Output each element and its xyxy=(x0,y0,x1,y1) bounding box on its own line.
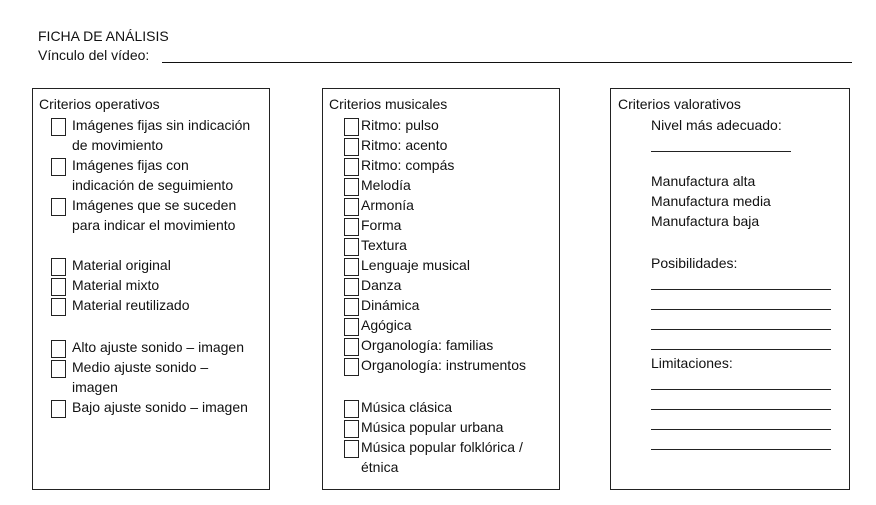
option-label: Imágenes que se suceden xyxy=(72,197,237,213)
manufactura-option: Manufactura alta xyxy=(651,173,756,189)
checkbox-imagenes-fijas-sin-indicacion[interactable] xyxy=(51,118,66,136)
option-label: Imágenes fijas con xyxy=(72,157,189,173)
limitaciones-line[interactable] xyxy=(651,449,831,450)
limitaciones-line[interactable] xyxy=(651,389,831,390)
option-label: Ritmo: compás xyxy=(361,157,455,173)
posibilidades-line[interactable] xyxy=(651,309,831,310)
checkbox-ritmo-pulso[interactable] xyxy=(344,118,359,136)
checkbox-material-original[interactable] xyxy=(51,258,66,276)
option-label: Textura xyxy=(361,237,407,253)
option-label: Dinámica xyxy=(361,297,420,313)
option-label: Melodía xyxy=(361,177,411,193)
option-label: Ritmo: acento xyxy=(361,137,448,153)
option-label: Organología: instrumentos xyxy=(361,357,526,373)
checkbox-imagenes-fijas-con-indicacion[interactable] xyxy=(51,158,66,176)
option-label: Medio ajuste sonido – xyxy=(72,359,209,375)
nivel-label: Nivel más adecuado: xyxy=(651,117,782,133)
checkbox-imagenes-que-se-suceden[interactable] xyxy=(51,198,66,216)
option-label: Danza xyxy=(361,277,402,293)
checkbox-alto-ajuste[interactable] xyxy=(51,340,66,358)
checkbox-lenguaje-musical[interactable] xyxy=(344,258,359,276)
checkbox-material-mixto[interactable] xyxy=(51,278,66,296)
option-label: Música clásica xyxy=(361,399,453,415)
option-label: Agógica xyxy=(361,317,412,333)
checkbox-organologia-instrumentos[interactable] xyxy=(344,358,359,376)
option-label: Organología: familias xyxy=(361,337,494,353)
option-label: Bajo ajuste sonido – imagen xyxy=(72,399,248,415)
option-label: Ritmo: pulso xyxy=(361,117,439,133)
criterios-operativos-heading: Criterios operativos xyxy=(39,96,160,112)
manufactura-option: Manufactura media xyxy=(651,193,771,209)
form-title: FICHA DE ANÁLISIS xyxy=(38,28,169,44)
checkbox-musica-popular-urbana[interactable] xyxy=(344,420,359,438)
option-label: Armonía xyxy=(361,197,414,213)
option-label: Material mixto xyxy=(72,277,160,293)
checkbox-musica-popular-folklorica[interactable] xyxy=(344,440,359,458)
option-label: Alto ajuste sonido – imagen xyxy=(72,339,244,355)
checkbox-ritmo-compas[interactable] xyxy=(344,158,359,176)
limitaciones-label: Limitaciones: xyxy=(651,355,733,371)
option-label: Lenguaje musical xyxy=(361,257,470,273)
posibilidades-line[interactable] xyxy=(651,329,831,330)
option-label: imagen xyxy=(72,379,118,395)
option-label: Música popular folklórica / xyxy=(361,439,523,455)
option-label: para indicar el movimiento xyxy=(72,217,236,233)
nivel-answer-line[interactable] xyxy=(651,151,791,152)
option-label: Imágenes fijas sin indicación xyxy=(72,117,251,133)
checkbox-agogica[interactable] xyxy=(344,318,359,336)
checkbox-organologia-familias[interactable] xyxy=(344,338,359,356)
video-link-label: Vínculo del vídeo: xyxy=(38,47,150,63)
checkbox-dinamica[interactable] xyxy=(344,298,359,316)
posibilidades-line[interactable] xyxy=(651,349,831,350)
option-label: de movimiento xyxy=(72,137,164,153)
limitaciones-line[interactable] xyxy=(651,429,831,430)
checkbox-danza[interactable] xyxy=(344,278,359,296)
criterios-musicales-heading: Criterios musicales xyxy=(329,96,448,112)
checkbox-medio-ajuste[interactable] xyxy=(51,360,66,378)
option-label: étnica xyxy=(361,459,399,475)
checkbox-armonia[interactable] xyxy=(344,198,359,216)
checkbox-bajo-ajuste[interactable] xyxy=(51,400,66,418)
posibilidades-label: Posibilidades: xyxy=(651,255,738,271)
video-link-field-line[interactable] xyxy=(162,62,852,63)
checkbox-ritmo-acento[interactable] xyxy=(344,138,359,156)
option-label: Material reutilizado xyxy=(72,297,190,313)
manufactura-option: Manufactura baja xyxy=(651,213,760,229)
checkbox-musica-clasica[interactable] xyxy=(344,400,359,418)
checkbox-melodia[interactable] xyxy=(344,178,359,196)
option-label: Música popular urbana xyxy=(361,419,504,435)
criterios-valorativos-heading: Criterios valorativos xyxy=(618,96,741,112)
checkbox-textura[interactable] xyxy=(344,238,359,256)
checkbox-material-reutilizado[interactable] xyxy=(51,298,66,316)
posibilidades-line[interactable] xyxy=(651,289,831,290)
checkbox-forma[interactable] xyxy=(344,218,359,236)
option-label: Material original xyxy=(72,257,171,273)
option-label: Forma xyxy=(361,217,402,233)
limitaciones-line[interactable] xyxy=(651,409,831,410)
option-label: indicación de seguimiento xyxy=(72,177,234,193)
